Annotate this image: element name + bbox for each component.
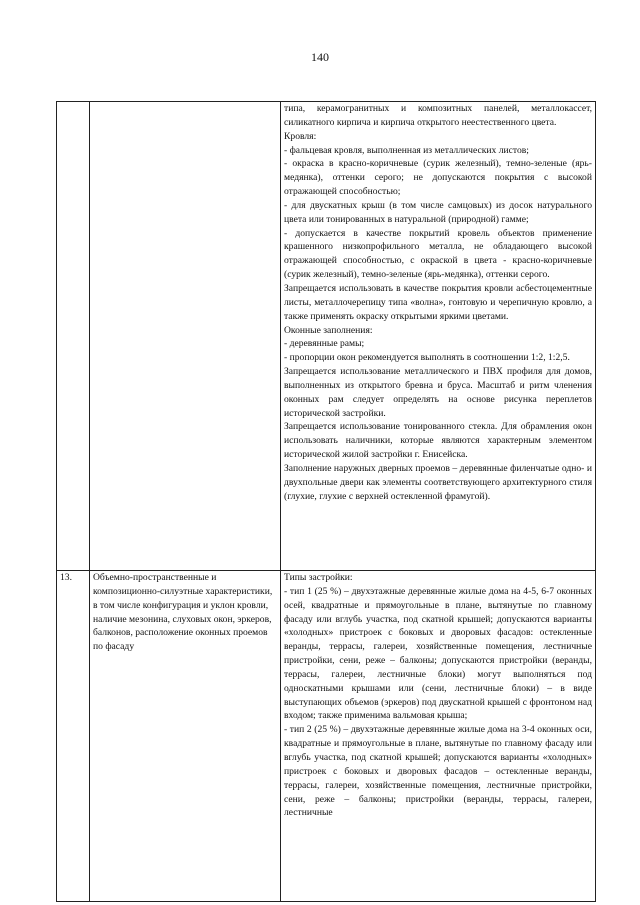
paragraph: - окраска в красно-коричневые (сурик железный), темно-зеленые (ярь-медянка), оттенки серого; не допускаются покрытия с высокой отражающей способностью; [284, 158, 592, 198]
paragraph: - фальцевая кровля, выполненная из металлических листов; [284, 144, 529, 156]
row-number-cell [57, 102, 90, 571]
paragraph: Запрещается использовать в качестве покрытия кровли асбестоцементные листы, металлочерепицу типа «волна», гонтовую и черепичную кровлю, а также применять окраску открытыми яркими цветами. [284, 282, 592, 322]
table-row [57, 102, 596, 571]
paragraph: типа, керамогранитных и композитных панелей, металлокассет, силикатного кирпича и кирпича открытого неестественного цвета. [284, 103, 592, 128]
paragraph: - деревянные рамы; [284, 338, 365, 350]
row-requirements-cell [281, 102, 596, 571]
row-parameter: Объемно-пространственные и композиционно-силуэтные характеристики, в том числе конфигурация и уклон кровли, наличие мезонина, слуховых окон, эркеров, балконов, расположение оконных проемов по фасаду [93, 572, 273, 653]
row-parameter-cell [90, 571, 281, 902]
paragraph: Запрещается использование металлического и ПВХ профиля для домов, выполненных из открытого бревна и бруса. Масштаб и ритм членения оконных рам следует определять на основе рисунка переплетов исторической застройки. [284, 366, 592, 419]
table-row [57, 571, 596, 902]
regulation-table [56, 101, 596, 902]
paragraph: - допускается в качестве покрытий кровель объектов применение крашенного низкопрофильного металла, не обладающего высокой отражающей способностью, с окраской в цвета - красно-коричневые (сурик железный), темно-зеленые (ярь-медянка), оттенки серого. [284, 227, 592, 281]
paragraph: Оконные заполнения: [284, 324, 373, 336]
row-requirements-cell [281, 571, 596, 902]
paragraph: Запрещается использование тонированного стекла. Для обрамления окон использовать наличники, которые являются характерным элементом исторической жилой застройки г. Енисейска. [284, 421, 592, 461]
paragraph: - тип 1 (25 %) – двухэтажные деревянные жилые дома на 4-5, 6-7 оконных осей, квадратные и прямоугольные в плане, вытянутые по главному фасаду или вглубь участка, под скатной крышей; допускаются варианты «холодных» пристроек с боковых и дворовых фасадов: остекленные веранды, террасы, галереи, хозяйственные помещения, лестничные пристройки, сени, реже – балконы; допускаются пристройки (веранды, террасы, галереи, лестничные блоки) могут выполняться под односкатными крышами или (сени, лестничные блоки) – в виде выступающих объемов (эркеров) под двускатной крышей с фронтоном над входом; также применима вальмовая крыша; [284, 585, 592, 722]
paragraph: Кровля: [284, 130, 317, 142]
row-number-cell [57, 571, 90, 902]
row-parameter-cell [90, 102, 281, 571]
paragraph: - тип 2 (25 %) – двухэтажные деревянные жилые дома на 3-4 оконных оси, квадратные и прямоугольные в плане, вытянутые по главному фасаду или вглубь участка, под скатной крышей; допускаются варианты «холодных» пристроек с боковых и дворовых фасадов – остекленные веранды, террасы, галереи, хозяйственные помещения, лестничные пристройки, сени, реже – балконы; пристройки (веранды, террасы, галереи, лестничные [284, 724, 592, 819]
paragraph: - для двускатных крыш (в том числе самцовых) из досок натурального цвета или тонированных в натуральной (природной) гамме; [284, 199, 592, 225]
row-number: 13. [60, 572, 72, 583]
paragraph: - пропорции окон рекомендуется выполнять в соотношении 1:2, 1:2,5. [284, 352, 570, 364]
paragraph: Заполнение наружных дверных проемов – деревянные филенчатые одно- и двухпольные двери как элементы соответствующего архитектурного стиля (глухие, глухие с верхней остекленной фрамугой). [284, 462, 592, 502]
page-number: 140 [311, 50, 329, 64]
paragraph: Типы застройки: [284, 572, 353, 583]
